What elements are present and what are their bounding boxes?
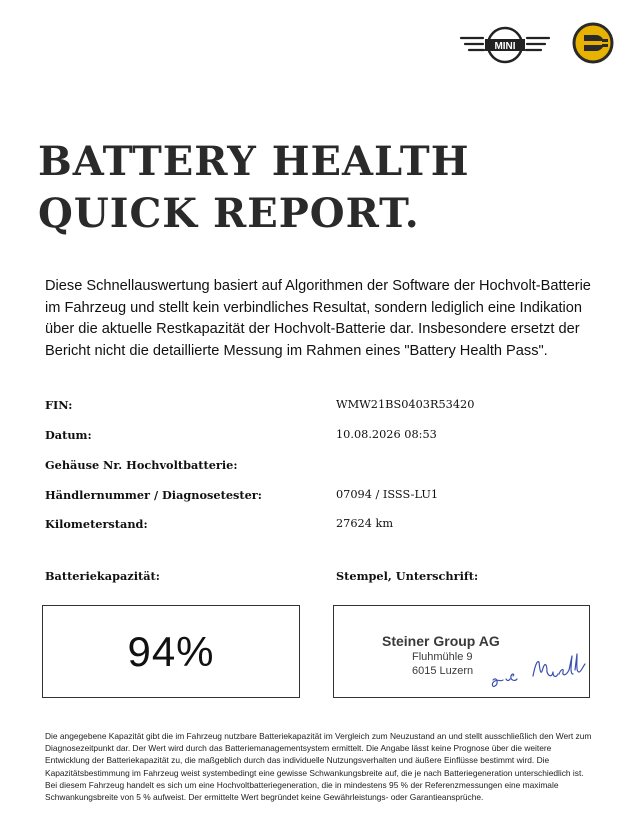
km-value: 27624 km bbox=[336, 517, 394, 530]
capacity-value: 94% bbox=[127, 628, 215, 675]
fin-label: FIN: bbox=[45, 398, 73, 412]
km-label: Kilometerstand: bbox=[45, 517, 148, 531]
report-title-line1: BATTERY HEALTH bbox=[38, 138, 470, 185]
stamp-street: Fluhmühle 9 bbox=[412, 651, 473, 663]
stamp-box bbox=[333, 605, 590, 698]
handwritten-signature bbox=[489, 650, 587, 692]
datum-value: 10.08.2026 08:53 bbox=[336, 428, 437, 441]
datum-label: Datum: bbox=[45, 428, 92, 442]
electric-plug-icon bbox=[572, 22, 614, 64]
report-title bbox=[38, 136, 469, 240]
gehaeuse-label: Gehäuse Nr. Hochvoltbatterie: bbox=[45, 458, 238, 472]
haendler-label: Händlernummer / Diagnosetester: bbox=[45, 488, 262, 502]
mini-logo bbox=[459, 26, 551, 64]
intro-paragraph: Diese Schnellauswertung basiert auf Algorithmen der Software der Hochvolt-Batterie im Fahrzeug und stellt kein verbindliches Resultat, sondern lediglich eine Indikation über die aktuelle Restkapazität der Hochvolt-Batterie dar. Insbesondere ersetzt der Bericht nicht die detaillierte Messung im Rahmen eines "Battery Health Pass". bbox=[45, 278, 591, 359]
report-title-line2: QUICK REPORT. bbox=[38, 190, 420, 237]
stamp-company-name: Steiner Group AG bbox=[382, 633, 500, 649]
capacity-label: Batteriekapazität: bbox=[45, 569, 160, 583]
stamp-city: 6015 Luzern bbox=[412, 665, 474, 677]
disclaimer-footnote: Die angegebene Kapazität gibt die im Fahrzeug nutzbare Batteriekapazität im Vergleich zum Neuzustand an und stellt ausschließlich den Wert zum Diagnosezeitpunkt dar. Der Wert wird durch das Batteriemanagementsystem ermittelt. Die Angabe lässt keine Prognose über die weitere Entwicklung der Batteriekapazität zu, die maßgeblich durch das individuelle Nutzungsverhalten und äußere Einflüsse bestimmt wird. Die Kapazitätsbestimmung im Fahrzeug weist systembedingt eine gewisse Schwankungsbreite auf, die je nach Batteriegeneration unterschiedlich ist. Bei diesem Fahrzeug handelt es sich um eine Hochvoltbatteriegeneration, die in mindestens 95 % der Referenzmessungen eine maximale Schwankungsbreite von 5 % aufweist. Der ermittelte Wert begründet keine Gewährleistungs- oder Garantieansprüche. bbox=[45, 731, 592, 803]
fin-value: WMW21BS0403R53420 bbox=[336, 398, 475, 411]
haendler-value: 07094 / ISSS-LU1 bbox=[336, 488, 439, 501]
capacity-box bbox=[42, 605, 300, 698]
stamp-label: Stempel, Unterschrift: bbox=[336, 569, 479, 583]
mini-logo-text: MINI bbox=[494, 41, 516, 52]
